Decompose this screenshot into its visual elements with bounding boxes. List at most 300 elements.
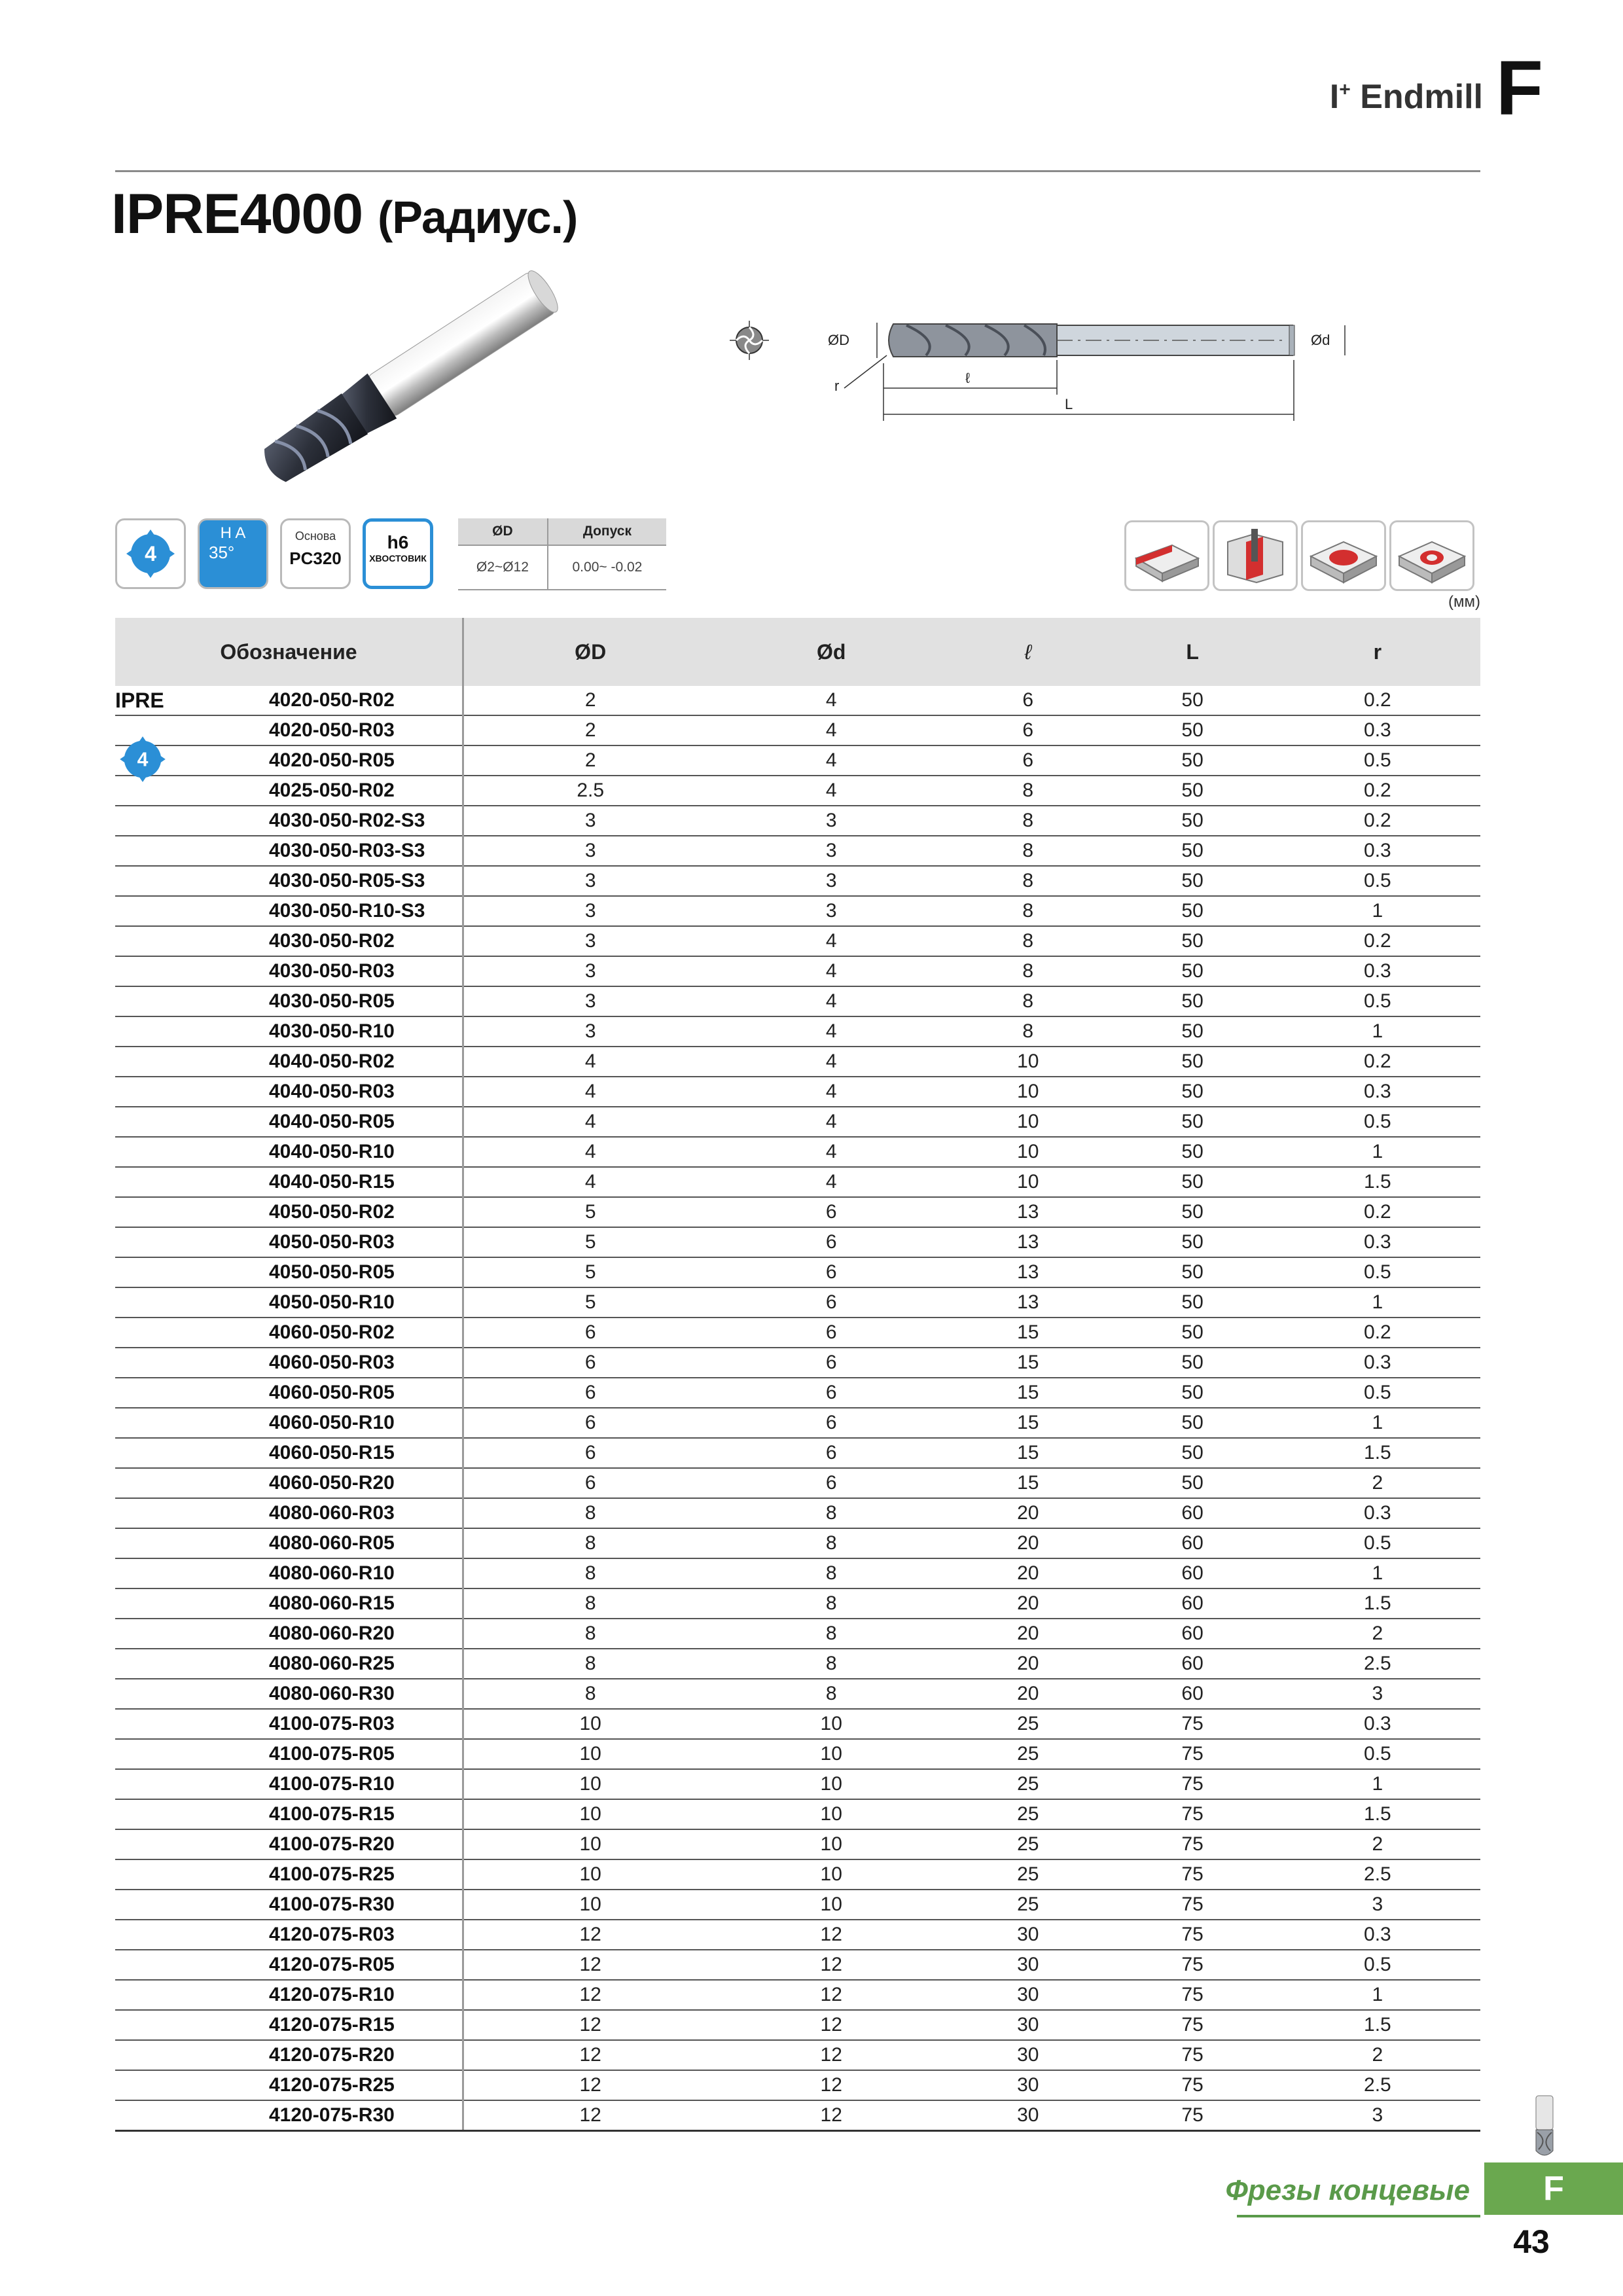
cell-od: 4 bbox=[463, 1107, 717, 1137]
table-row bbox=[115, 1739, 1480, 1769]
cell-r: 1 bbox=[1275, 1769, 1480, 1799]
section-letter: F bbox=[1495, 45, 1543, 132]
cell-L: 75 bbox=[1110, 1890, 1274, 1920]
cell-designation: 4100-075-R15 bbox=[115, 1799, 463, 1829]
cell-designation: 4080-060-R15 bbox=[115, 1588, 463, 1619]
cell-r: 0.2 bbox=[1275, 1318, 1480, 1348]
spec-val-tol: 0.00~ -0.02 bbox=[548, 545, 666, 590]
cell-L: 50 bbox=[1110, 836, 1274, 866]
cell-L: 50 bbox=[1110, 686, 1274, 715]
cell-r: 2 bbox=[1275, 1619, 1480, 1649]
cell-L: 50 bbox=[1110, 1167, 1274, 1197]
cell-designation: 4030-050-R03-S3 bbox=[115, 836, 463, 866]
slot-milling-icon bbox=[1213, 520, 1298, 591]
cell-od: 12 bbox=[463, 2040, 717, 2070]
cell-l: 10 bbox=[946, 1167, 1110, 1197]
table-row bbox=[115, 956, 1480, 986]
cell-od: 2 bbox=[463, 745, 717, 776]
cell-od: 12 bbox=[463, 2070, 717, 2100]
cell-L: 50 bbox=[1110, 806, 1274, 836]
table-row bbox=[115, 1016, 1480, 1047]
cell-sd: 12 bbox=[717, 1950, 946, 1980]
cell-sd: 10 bbox=[717, 1859, 946, 1890]
cell-L: 50 bbox=[1110, 1408, 1274, 1438]
cell-r: 3 bbox=[1275, 2100, 1480, 2131]
cell-designation: 4060-050-R05 bbox=[115, 1378, 463, 1408]
table-row bbox=[115, 1649, 1480, 1679]
cell-od: 6 bbox=[463, 1348, 717, 1378]
col-sd: Ød bbox=[717, 618, 946, 686]
cell-sd: 4 bbox=[717, 1107, 946, 1137]
cell-designation: 4100-075-R05 bbox=[115, 1739, 463, 1769]
cell-r: 3 bbox=[1275, 1679, 1480, 1709]
cell-designation: 4080-060-R10 bbox=[115, 1558, 463, 1588]
table-row bbox=[115, 2040, 1480, 2070]
cell-l: 10 bbox=[946, 1047, 1110, 1077]
series-title: I+ Endmill bbox=[1329, 78, 1483, 116]
table-row bbox=[115, 1197, 1480, 1227]
flute-count-icon bbox=[111, 728, 174, 791]
cell-od: 2 bbox=[463, 715, 717, 745]
cell-l: 30 bbox=[946, 2100, 1110, 2131]
cell-l: 20 bbox=[946, 1649, 1110, 1679]
cell-l: 8 bbox=[946, 986, 1110, 1016]
helix-value: 35° bbox=[209, 543, 235, 562]
flute-count-badge bbox=[115, 518, 186, 589]
cell-l: 25 bbox=[946, 1890, 1110, 1920]
cell-sd: 6 bbox=[717, 1468, 946, 1498]
cell-l: 15 bbox=[946, 1318, 1110, 1348]
cell-designation: 4080-060-R25 bbox=[115, 1649, 463, 1679]
page-title bbox=[111, 182, 577, 247]
cell-r: 0.2 bbox=[1275, 806, 1480, 836]
spec-col-tol: Допуск bbox=[548, 518, 666, 545]
cell-l: 10 bbox=[946, 1077, 1110, 1107]
cell-od: 8 bbox=[463, 1679, 717, 1709]
cell-r: 0.3 bbox=[1275, 1709, 1480, 1739]
cell-l: 15 bbox=[946, 1468, 1110, 1498]
cell-designation: 4040-050-R02 bbox=[115, 1047, 463, 1077]
cell-l: 8 bbox=[946, 866, 1110, 896]
cell-L: 75 bbox=[1110, 1950, 1274, 1980]
cell-od: 6 bbox=[463, 1438, 717, 1468]
cell-designation: 4040-050-R15 bbox=[115, 1167, 463, 1197]
cell-L: 75 bbox=[1110, 1920, 1274, 1950]
shank-tolerance-badge bbox=[363, 518, 433, 589]
cell-sd: 3 bbox=[717, 836, 946, 866]
cell-od: 5 bbox=[463, 1197, 717, 1227]
cell-sd: 4 bbox=[717, 1077, 946, 1107]
cell-r: 2.5 bbox=[1275, 1859, 1480, 1890]
cell-r: 1 bbox=[1275, 1558, 1480, 1588]
cell-l: 30 bbox=[946, 1950, 1110, 1980]
table-row bbox=[115, 1468, 1480, 1498]
table-row bbox=[115, 1799, 1480, 1829]
cell-l: 13 bbox=[946, 1257, 1110, 1287]
cell-l: 8 bbox=[946, 926, 1110, 956]
cell-od: 8 bbox=[463, 1619, 717, 1649]
cell-L: 75 bbox=[1110, 1859, 1274, 1890]
cell-l: 20 bbox=[946, 1498, 1110, 1528]
cell-l: 25 bbox=[946, 1709, 1110, 1739]
cell-od: 10 bbox=[463, 1829, 717, 1859]
cell-designation: 4050-050-R03 bbox=[115, 1227, 463, 1257]
cell-od: 10 bbox=[463, 1859, 717, 1890]
cell-r: 0.3 bbox=[1275, 956, 1480, 986]
shank-tol: h6 bbox=[387, 532, 409, 552]
cell-sd: 4 bbox=[717, 1137, 946, 1167]
cell-l: 13 bbox=[946, 1287, 1110, 1318]
cell-designation: 4040-050-R10 bbox=[115, 1137, 463, 1167]
cell-l: 30 bbox=[946, 2010, 1110, 2040]
cell-designation: 4020-050-R05 bbox=[115, 745, 463, 776]
cell-L: 60 bbox=[1110, 1649, 1274, 1679]
footer-category: Фрезы концевые bbox=[1225, 2174, 1470, 2206]
table-row bbox=[115, 1167, 1480, 1197]
cell-sd: 4 bbox=[717, 686, 946, 715]
cell-L: 60 bbox=[1110, 1619, 1274, 1649]
cell-L: 60 bbox=[1110, 1498, 1274, 1528]
table-row bbox=[115, 1890, 1480, 1920]
cell-designation: 4040-050-R05 bbox=[115, 1107, 463, 1137]
cell-r: 0.5 bbox=[1275, 1378, 1480, 1408]
spec-val-od: Ø2~Ø12 bbox=[458, 545, 548, 590]
table-row bbox=[115, 1709, 1480, 1739]
unit-note: (мм) bbox=[1448, 593, 1480, 611]
cell-r: 0.3 bbox=[1275, 1920, 1480, 1950]
cell-r: 0.5 bbox=[1275, 1950, 1480, 1980]
cell-od: 3 bbox=[463, 986, 717, 1016]
table-row bbox=[115, 1679, 1480, 1709]
cell-L: 50 bbox=[1110, 715, 1274, 745]
table-row bbox=[115, 2100, 1480, 2131]
cell-designation: 4060-050-R20 bbox=[115, 1468, 463, 1498]
cell-od: 3 bbox=[463, 896, 717, 926]
cell-designation: 4060-050-R10 bbox=[115, 1408, 463, 1438]
sd-label: Ød bbox=[1311, 332, 1330, 348]
cell-r: 1.5 bbox=[1275, 1167, 1480, 1197]
cell-r: 1.5 bbox=[1275, 1799, 1480, 1829]
cell-designation: 4100-075-R20 bbox=[115, 1829, 463, 1859]
cell-r: 0.5 bbox=[1275, 1739, 1480, 1769]
cell-L: 75 bbox=[1110, 2040, 1274, 2070]
cell-od: 5 bbox=[463, 1257, 717, 1287]
title-sub: (Радиус.) bbox=[377, 192, 578, 243]
cell-r: 3 bbox=[1275, 1890, 1480, 1920]
cell-sd: 4 bbox=[717, 745, 946, 776]
plunge-milling-icon bbox=[1389, 520, 1474, 591]
cell-od: 10 bbox=[463, 1799, 717, 1829]
cell-sd: 4 bbox=[717, 986, 946, 1016]
cell-sd: 4 bbox=[717, 715, 946, 745]
cell-l: 20 bbox=[946, 1679, 1110, 1709]
cell-od: 10 bbox=[463, 1769, 717, 1799]
cell-l: 6 bbox=[946, 745, 1110, 776]
L-label: L bbox=[1065, 396, 1073, 412]
cell-sd: 12 bbox=[717, 1980, 946, 2010]
cell-designation: 4120-075-R20 bbox=[115, 2040, 463, 2070]
cell-designation: 4030-050-R02-S3 bbox=[115, 806, 463, 836]
cell-l: 20 bbox=[946, 1558, 1110, 1588]
table-row bbox=[115, 866, 1480, 896]
table-row bbox=[115, 2010, 1480, 2040]
cell-r: 0.5 bbox=[1275, 986, 1480, 1016]
od-label: ØD bbox=[828, 332, 849, 348]
cell-designation: 4020-050-R03 bbox=[115, 715, 463, 745]
cell-l: 15 bbox=[946, 1438, 1110, 1468]
cell-od: 8 bbox=[463, 1528, 717, 1558]
table-row bbox=[115, 926, 1480, 956]
spec-col-od: ØD bbox=[458, 518, 548, 545]
cell-L: 50 bbox=[1110, 1468, 1274, 1498]
ballnose-tool-icon bbox=[1522, 2094, 1567, 2160]
cell-L: 75 bbox=[1110, 1980, 1274, 2010]
cell-designation: 4100-075-R10 bbox=[115, 1769, 463, 1799]
cell-l: 30 bbox=[946, 1980, 1110, 2010]
cell-l: 8 bbox=[946, 956, 1110, 986]
cell-l: 15 bbox=[946, 1408, 1110, 1438]
table-row bbox=[115, 1287, 1480, 1318]
table-row bbox=[115, 745, 1480, 776]
cell-designation: 4100-075-R25 bbox=[115, 1859, 463, 1890]
cell-sd: 6 bbox=[717, 1287, 946, 1318]
table-header-row bbox=[115, 618, 1480, 686]
endmill-photo bbox=[236, 268, 589, 484]
cell-r: 1 bbox=[1275, 1408, 1480, 1438]
cell-l: 30 bbox=[946, 2070, 1110, 2100]
cell-r: 2 bbox=[1275, 1829, 1480, 1859]
cell-L: 75 bbox=[1110, 1739, 1274, 1769]
cell-od: 6 bbox=[463, 1318, 717, 1348]
cell-od: 8 bbox=[463, 1588, 717, 1619]
cell-l: 8 bbox=[946, 836, 1110, 866]
cell-sd: 3 bbox=[717, 896, 946, 926]
cell-l: 13 bbox=[946, 1227, 1110, 1257]
cell-l: 20 bbox=[946, 1619, 1110, 1649]
table-row bbox=[115, 1438, 1480, 1468]
table-row bbox=[115, 1528, 1480, 1558]
cell-l: 8 bbox=[946, 1016, 1110, 1047]
cell-sd: 10 bbox=[717, 1799, 946, 1829]
cell-designation: 4030-050-R05-S3 bbox=[115, 866, 463, 896]
cell-od: 6 bbox=[463, 1468, 717, 1498]
cell-L: 50 bbox=[1110, 1438, 1274, 1468]
cell-sd: 3 bbox=[717, 866, 946, 896]
cell-L: 50 bbox=[1110, 1137, 1274, 1167]
cell-sd: 10 bbox=[717, 1890, 946, 1920]
cell-sd: 6 bbox=[717, 1257, 946, 1287]
pocket-milling-icon bbox=[1301, 520, 1386, 591]
table-row bbox=[115, 1408, 1480, 1438]
col-designation: Обозначение bbox=[115, 618, 463, 686]
l-label: ℓ bbox=[965, 370, 971, 386]
cell-sd: 8 bbox=[717, 1588, 946, 1619]
cell-L: 50 bbox=[1110, 926, 1274, 956]
cell-l: 6 bbox=[946, 686, 1110, 715]
cell-L: 50 bbox=[1110, 866, 1274, 896]
cell-l: 6 bbox=[946, 715, 1110, 745]
cell-sd: 6 bbox=[717, 1318, 946, 1348]
cell-L: 75 bbox=[1110, 1769, 1274, 1799]
cell-sd: 12 bbox=[717, 2070, 946, 2100]
cell-od: 4 bbox=[463, 1077, 717, 1107]
cell-od: 4 bbox=[463, 1047, 717, 1077]
cell-l: 30 bbox=[946, 2040, 1110, 2070]
cell-od: 2.5 bbox=[463, 776, 717, 806]
cell-r: 0.3 bbox=[1275, 1348, 1480, 1378]
cell-sd: 4 bbox=[717, 776, 946, 806]
cell-r: 2 bbox=[1275, 1468, 1480, 1498]
tolerance-table bbox=[458, 518, 666, 590]
table-row bbox=[115, 986, 1480, 1016]
cell-r: 0.5 bbox=[1275, 1257, 1480, 1287]
cell-L: 50 bbox=[1110, 956, 1274, 986]
cell-od: 4 bbox=[463, 1137, 717, 1167]
cell-l: 8 bbox=[946, 776, 1110, 806]
table-row bbox=[115, 715, 1480, 745]
substrate-badge bbox=[280, 518, 351, 589]
cell-od: 5 bbox=[463, 1227, 717, 1257]
cell-sd: 6 bbox=[717, 1438, 946, 1468]
col-od: ØD bbox=[463, 618, 717, 686]
cell-L: 50 bbox=[1110, 1197, 1274, 1227]
cell-L: 50 bbox=[1110, 1378, 1274, 1408]
cell-r: 1 bbox=[1275, 1137, 1480, 1167]
substrate-label: Основа bbox=[294, 529, 336, 543]
cell-od: 8 bbox=[463, 1649, 717, 1679]
cell-r: 0.3 bbox=[1275, 715, 1480, 745]
col-L: L bbox=[1110, 618, 1274, 686]
cell-od: 10 bbox=[463, 1890, 717, 1920]
cell-r: 0.3 bbox=[1275, 836, 1480, 866]
cell-sd: 6 bbox=[717, 1348, 946, 1378]
table-row bbox=[115, 686, 1480, 715]
cell-sd: 12 bbox=[717, 2010, 946, 2040]
table-row bbox=[115, 1859, 1480, 1890]
cell-sd: 8 bbox=[717, 1649, 946, 1679]
cell-l: 15 bbox=[946, 1348, 1110, 1378]
cell-designation: 4030-050-R10-S3 bbox=[115, 896, 463, 926]
cell-od: 3 bbox=[463, 836, 717, 866]
table-row bbox=[115, 1257, 1480, 1287]
cell-r: 2 bbox=[1275, 2040, 1480, 2070]
cell-designation: 4060-050-R02 bbox=[115, 1318, 463, 1348]
cell-od: 2 bbox=[463, 686, 717, 715]
end-view-icon bbox=[730, 321, 769, 360]
cell-od: 12 bbox=[463, 2100, 717, 2131]
table-row bbox=[115, 1107, 1480, 1137]
cell-designation: 4120-075-R03 bbox=[115, 1920, 463, 1950]
table-row bbox=[115, 2070, 1480, 2100]
table-row bbox=[115, 1980, 1480, 2010]
cell-l: 10 bbox=[946, 1137, 1110, 1167]
cell-l: 25 bbox=[946, 1739, 1110, 1769]
cell-designation: 4060-050-R15 bbox=[115, 1438, 463, 1468]
col-l: ℓ bbox=[946, 618, 1110, 686]
cell-sd: 3 bbox=[717, 806, 946, 836]
cell-od: 6 bbox=[463, 1408, 717, 1438]
cell-L: 50 bbox=[1110, 1047, 1274, 1077]
cell-sd: 6 bbox=[717, 1197, 946, 1227]
footer-section-tab: F bbox=[1484, 2162, 1623, 2215]
cell-sd: 12 bbox=[717, 2040, 946, 2070]
cell-l: 13 bbox=[946, 1197, 1110, 1227]
cell-od: 8 bbox=[463, 1498, 717, 1528]
table-row bbox=[115, 1558, 1480, 1588]
cell-l: 8 bbox=[946, 806, 1110, 836]
cell-r: 0.2 bbox=[1275, 776, 1480, 806]
cell-od: 3 bbox=[463, 1016, 717, 1047]
cell-od: 6 bbox=[463, 1378, 717, 1408]
cell-designation: 4100-075-R30 bbox=[115, 1890, 463, 1920]
cell-r: 0.2 bbox=[1275, 686, 1480, 715]
cell-designation: 4050-050-R02 bbox=[115, 1197, 463, 1227]
cell-r: 2.5 bbox=[1275, 1649, 1480, 1679]
cell-sd: 8 bbox=[717, 1619, 946, 1649]
cell-designation: 4120-075-R30 bbox=[115, 2100, 463, 2131]
table-row bbox=[115, 1137, 1480, 1167]
cell-sd: 10 bbox=[717, 1829, 946, 1859]
cell-sd: 4 bbox=[717, 1047, 946, 1077]
table-row bbox=[115, 1950, 1480, 1980]
cell-r: 0.5 bbox=[1275, 1528, 1480, 1558]
cell-r: 0.5 bbox=[1275, 866, 1480, 896]
cell-r: 1.5 bbox=[1275, 2010, 1480, 2040]
product-table bbox=[115, 618, 1480, 2132]
cell-r: 0.3 bbox=[1275, 1227, 1480, 1257]
cell-l: 25 bbox=[946, 1799, 1110, 1829]
group-label: IPRE bbox=[115, 689, 164, 712]
cell-designation: 4080-060-R03 bbox=[115, 1498, 463, 1528]
cell-sd: 10 bbox=[717, 1739, 946, 1769]
cell-L: 50 bbox=[1110, 1287, 1274, 1318]
cell-l: 25 bbox=[946, 1859, 1110, 1890]
cell-r: 1.5 bbox=[1275, 1588, 1480, 1619]
cell-designation: 4080-060-R20 bbox=[115, 1619, 463, 1649]
cell-designation: 4080-060-R30 bbox=[115, 1679, 463, 1709]
cell-r: 0.5 bbox=[1275, 1107, 1480, 1137]
cell-sd: 8 bbox=[717, 1528, 946, 1558]
cell-L: 50 bbox=[1110, 896, 1274, 926]
cell-sd: 4 bbox=[717, 956, 946, 986]
cell-l: 8 bbox=[946, 896, 1110, 926]
helix-angle-badge bbox=[198, 518, 268, 589]
table-row bbox=[115, 1378, 1480, 1408]
cell-L: 50 bbox=[1110, 1077, 1274, 1107]
cell-r: 0.3 bbox=[1275, 1077, 1480, 1107]
cell-sd: 4 bbox=[717, 1167, 946, 1197]
cell-l: 25 bbox=[946, 1769, 1110, 1799]
cell-od: 12 bbox=[463, 1950, 717, 1980]
table-row bbox=[115, 1498, 1480, 1528]
cell-r: 0.2 bbox=[1275, 1197, 1480, 1227]
cell-sd: 6 bbox=[717, 1408, 946, 1438]
cell-L: 50 bbox=[1110, 1348, 1274, 1378]
table-row bbox=[115, 1077, 1480, 1107]
table-row bbox=[115, 1047, 1480, 1077]
cell-sd: 6 bbox=[717, 1227, 946, 1257]
cell-l: 15 bbox=[946, 1378, 1110, 1408]
group-badge-count: 4 bbox=[137, 749, 149, 771]
cell-sd: 12 bbox=[717, 2100, 946, 2131]
cell-l: 30 bbox=[946, 1920, 1110, 1950]
table-row bbox=[115, 776, 1480, 806]
table-row bbox=[115, 806, 1480, 836]
table-row bbox=[115, 1769, 1480, 1799]
cell-sd: 4 bbox=[717, 1016, 946, 1047]
cell-od: 10 bbox=[463, 1709, 717, 1739]
cell-od: 5 bbox=[463, 1287, 717, 1318]
